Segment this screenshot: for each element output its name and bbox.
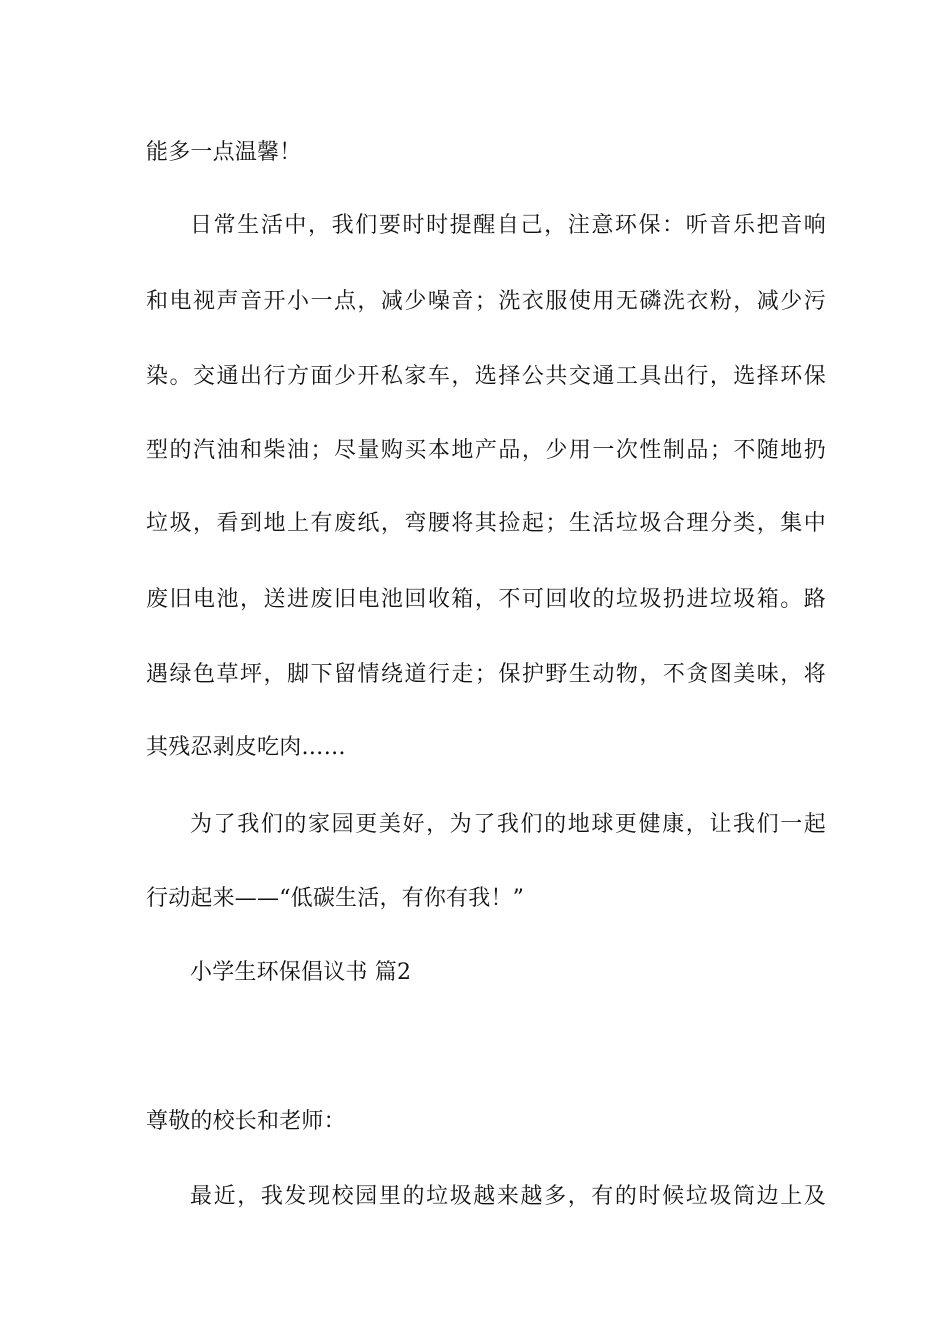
paragraph-line: 最近，我发现校园里的垃圾越来越多，有的时候垃圾筒边上及 [190, 1184, 826, 1209]
paragraph-line: 废旧电池，送进废旧电池回收箱，不可回收的垃圾扔进垃圾箱。路 [146, 587, 826, 612]
paragraph-line: 能多一点温馨！ [146, 140, 302, 165]
paragraph-line: 染。交通出行方面少开私家车，选择公共交通工具出行，选择环保 [146, 364, 826, 389]
paragraph-line: 为了我们的家园更美好，为了我们的地球更健康，让我们一起 [190, 812, 826, 837]
paragraph-line: 其残忍剥皮吃肉…… [146, 735, 346, 760]
paragraph-line: 和电视声音开小一点，减少噪音；洗衣服使用无磷洗衣粉，减少污 [146, 289, 826, 314]
paragraph-line: 遇绿色草坪，脚下留情绕道行走；保护野生动物，不贪图美味，将 [146, 662, 826, 687]
paragraph-line: 垃圾，看到地上有废纸，弯腰将其捡起；生活垃圾合理分类，集中 [146, 511, 826, 536]
section-heading: 小学生环保倡议书 篇2 [190, 960, 412, 985]
paragraph-line: 日常生活中，我们要时时提醒自己，注意环保：听音乐把音响 [190, 213, 826, 238]
salutation: 尊敬的校长和老师： [146, 1109, 346, 1134]
paragraph-line: 行动起来——“低碳生活，有你有我！” [146, 886, 525, 911]
paragraph-line: 型的汽油和柴油；尽量购买本地产品，少用一次性制品；不随地扔 [146, 438, 826, 463]
